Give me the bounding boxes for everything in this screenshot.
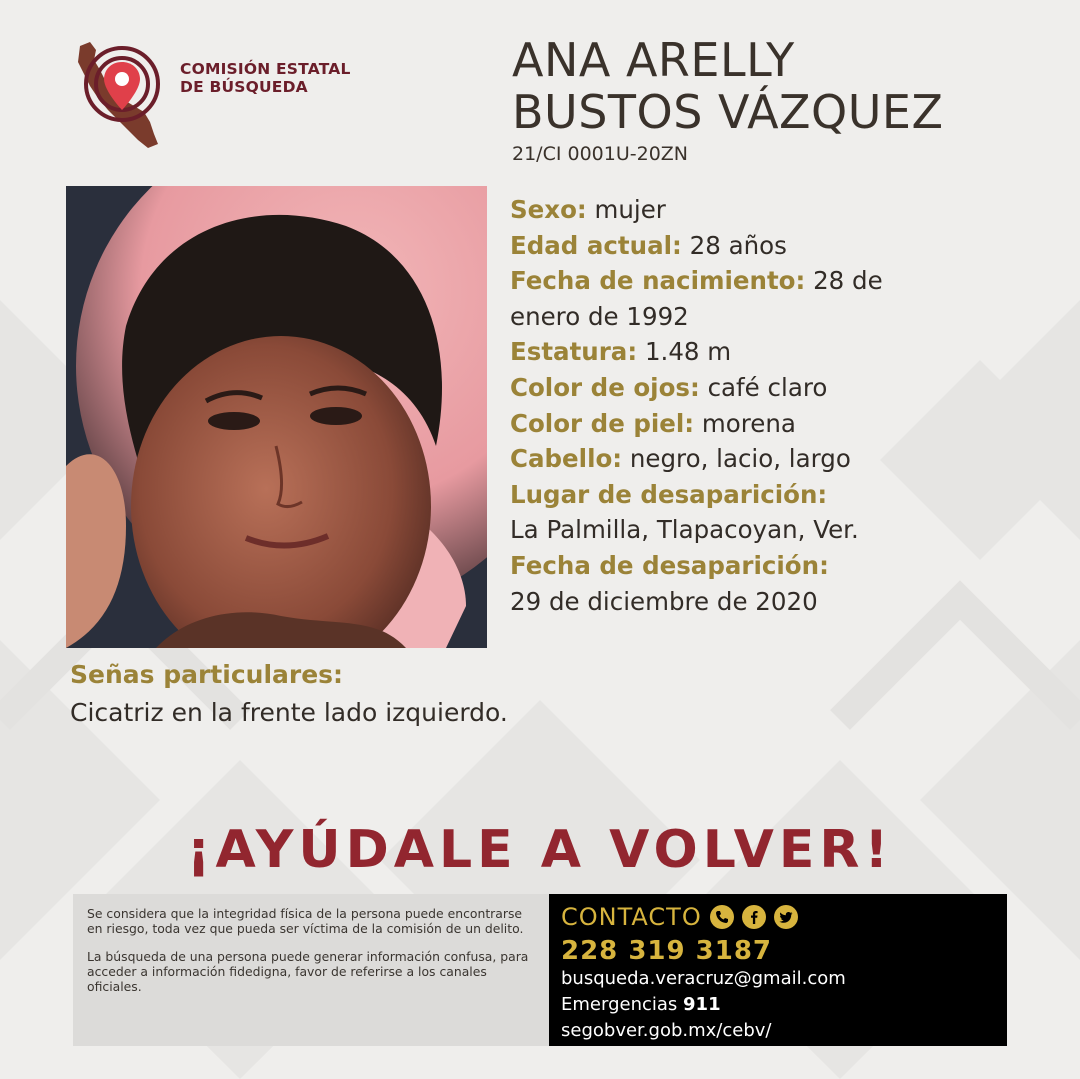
distinguishing-marks-label: Señas particulares: [70,660,344,689]
detail-estatura [510,334,950,370]
contact-phone-number[interactable]: 228 319 3187 [561,936,773,966]
contact-header [561,902,995,932]
detail-value: mujer [594,195,666,224]
organization-name [180,60,351,96]
emergency-number[interactable]: 911 [683,994,721,1015]
detail-value: morena [701,408,796,438]
detail-value: 29 de diciembre de 2020 [510,586,818,616]
emergency-label: Emergencias [561,994,678,1015]
veracruz-map-location-pin-icon [70,40,170,152]
detail-edad [510,228,950,264]
detail-fecha-nacimiento [510,263,950,334]
disclaimer-box [73,894,549,1046]
person-portrait-photo [66,186,487,648]
twitter-icon[interactable] [774,905,798,929]
disclaimer-paragraph: La búsqueda de una persona puede generar información confusa, para acceder a información fidedigna, favor de referirse a los canales oficiales. [87,949,529,994]
detail-label: Lugar de desaparición: [510,479,828,509]
detail-label: Color de ojos: [510,372,700,402]
organization-name-line2: DE BÚSQUEDA [180,78,308,96]
detail-label: Color de piel: [510,408,695,438]
detail-value: negro, lacio, largo [629,444,851,474]
name-line2: BUSTOS VÁZQUEZ [512,85,944,139]
detail-label: Fecha de nacimiento: [510,266,806,296]
person-details [510,192,950,619]
detail-value: 28 años [689,230,787,260]
detail-fecha-desaparicion [510,548,950,619]
disclaimer-paragraph: Se considera que la integridad física de la persona puede encontrarse en riesgo, toda vez que pueda ser víctima de la comisión de un delito. [87,906,524,936]
contact-emergency [561,992,995,1018]
detail-color-piel [510,406,950,442]
detail-label: Estatura: [510,337,638,367]
phone-icon [710,905,734,929]
detail-value: café claro [707,372,828,402]
slogan: ¡AYÚDALE A VOLVER! [186,820,894,880]
contact-email[interactable]: busqueda.veracruz@gmail.com [561,968,846,989]
organization-logo [70,40,370,152]
detail-label: Fecha de desaparición: [510,550,829,580]
detail-cabello [510,441,950,477]
detail-value: 28 de enero de 1992 [510,266,883,331]
detail-color-ojos [510,370,950,406]
person-photo [66,186,487,648]
name-line1: ANA ARELLY [512,33,795,87]
detail-sexo [510,192,950,228]
detail-value: 1.48 m [644,337,732,367]
detail-lugar-desaparicion [510,477,950,548]
contact-website[interactable]: segobver.gob.mx/cebv/ [561,1020,772,1041]
facebook-icon[interactable] [742,905,766,929]
contact-box [549,894,1007,1046]
detail-label: Edad actual: [510,230,682,260]
organization-name-line1: COMISIÓN ESTATAL [180,60,351,78]
detail-label: Sexo: [510,195,587,224]
contact-title: CONTACTO [561,903,702,931]
detail-value: La Palmilla, Tlapacoyan, Ver. [510,515,859,545]
missing-person-name [512,34,944,138]
distinguishing-marks-value: Cicatriz en la frente lado izquierdo. [70,698,508,727]
case-number: 21/CI 0001U-20ZN [512,143,689,165]
detail-label: Cabello: [510,444,623,474]
